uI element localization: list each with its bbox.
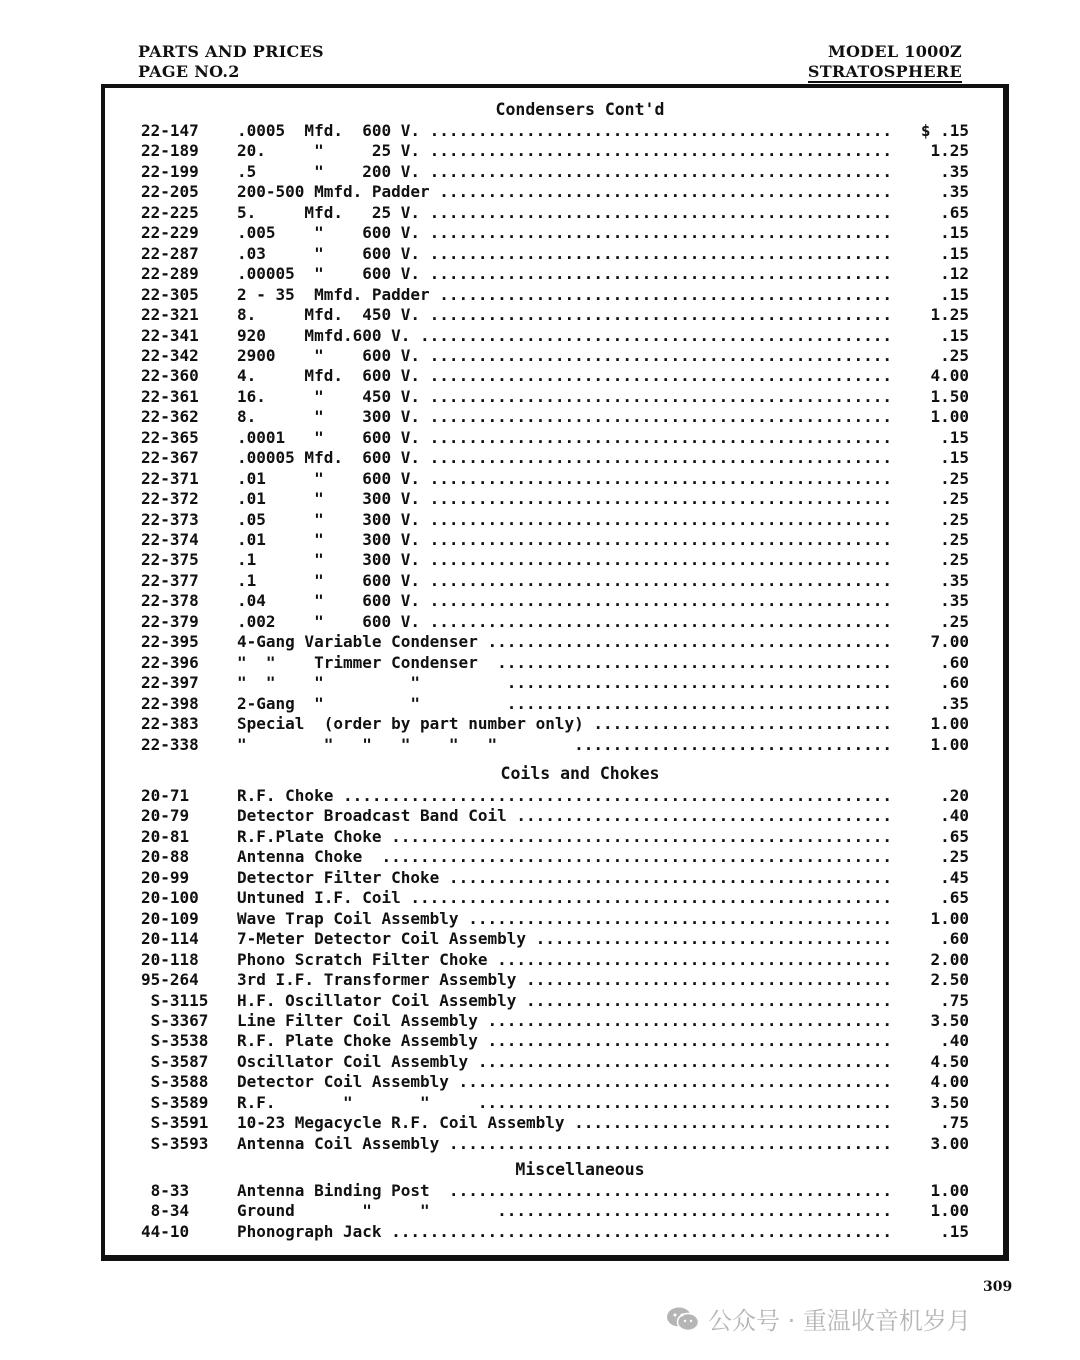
table-row (105, 326, 1003, 346)
price: 3.50 (930, 1010, 969, 1030)
price: .60 (940, 673, 969, 693)
description: R.F. Plate Choke Assembly ..... (237, 1031, 893, 1051)
price: .60 (940, 652, 969, 672)
table-row (105, 929, 1003, 949)
price: .65 (940, 202, 969, 222)
description: 4-Gang Variable Condenser ..... (237, 632, 893, 652)
table-row (105, 847, 1003, 867)
description: 16. " 450 V. ..... (237, 387, 893, 407)
table-row (105, 1201, 1003, 1221)
price: 1.00 (930, 734, 969, 754)
header-model-name: STRATOSPHERE (807, 62, 962, 81)
table-row (105, 1222, 1003, 1242)
description: H.F. Oscillator Coil Assembly ..... (237, 991, 893, 1011)
price: 1.50 (930, 386, 969, 406)
part-number: 22-396 (141, 652, 199, 672)
header-left (138, 42, 324, 82)
part-number: 22-289 (141, 264, 199, 284)
part-number: 22-225 (141, 202, 199, 222)
description: 3rd I.F. Transformer Assembly ..... (237, 970, 893, 990)
header-model: MODEL 1000Z (827, 42, 962, 61)
price: 2.00 (930, 949, 969, 969)
price: .35 (940, 182, 969, 202)
part-number: 20-81 (141, 826, 190, 846)
header-page-no: PAGE NO.2 (138, 62, 240, 81)
description: R.F.Plate Choke ..... (237, 827, 893, 847)
description: " " " " ..... (237, 673, 893, 693)
part-number: 22-360 (141, 366, 199, 386)
description: .002 " 600 V. ..... (237, 612, 893, 632)
description: .05 " 300 V. ..... (237, 510, 893, 530)
part-number: 22-378 (141, 591, 199, 611)
description: 920 Mmfd.600 V. ..... (237, 326, 893, 346)
price: $ .15 (920, 121, 969, 140)
part-number: 22-371 (141, 468, 199, 488)
part-number: S-3589 (141, 1092, 209, 1112)
header-title: PARTS AND PRICES (138, 42, 324, 61)
part-number: 22-189 (141, 141, 199, 161)
price: .75 (940, 990, 969, 1010)
table-row (105, 366, 1003, 386)
table-row (105, 448, 1003, 468)
description: .1 " 600 V. ..... (237, 571, 893, 591)
table-row (105, 909, 1003, 929)
table-row (105, 264, 1003, 284)
description: Detector Coil Assembly ..... (237, 1072, 893, 1092)
table-row (105, 632, 1003, 652)
table-row (105, 285, 1003, 305)
table-row (105, 305, 1003, 325)
table-row (105, 1181, 1003, 1201)
table-row (105, 1134, 1003, 1154)
price: .35 (940, 693, 969, 713)
watermark-text: 公众号 · 重温收音机岁月 (708, 1307, 971, 1335)
table-row (105, 223, 1003, 243)
part-number: 22-372 (141, 489, 199, 509)
description: .0001 " 600 V. ..... (237, 428, 893, 448)
part-number: 44-10 (141, 1221, 190, 1241)
part-number: 22-398 (141, 693, 199, 713)
description: .00005 Mfd. 600 V. ..... (237, 448, 893, 468)
price: .75 (940, 1113, 969, 1133)
price: .12 (940, 264, 969, 284)
part-number: S-3538 (141, 1031, 209, 1051)
price: .40 (940, 1031, 969, 1051)
description: Ground " " ..... (237, 1201, 893, 1221)
part-number: 22-375 (141, 550, 199, 570)
description: R.F. Choke ..... (237, 786, 893, 806)
table-row (105, 1093, 1003, 1113)
table-row (105, 1031, 1003, 1051)
description: 4. Mfd. 600 V. ..... (237, 366, 893, 386)
part-number: 22-395 (141, 632, 199, 652)
price: .15 (940, 448, 969, 468)
description: " " " " " " ..... (237, 735, 893, 755)
description: 2900 " 600 V. ..... (237, 346, 893, 366)
table-row (105, 694, 1003, 714)
price: .45 (940, 867, 969, 887)
price: .15 (940, 223, 969, 243)
description: .01 " 600 V. ..... (237, 469, 893, 489)
table-row (105, 806, 1003, 826)
price: 7.00 (930, 632, 969, 652)
section-title: Coils and Chokes (500, 764, 660, 783)
price: 3.50 (930, 1092, 969, 1112)
price: .25 (940, 509, 969, 529)
price: .15 (940, 427, 969, 447)
price: .65 (940, 888, 969, 908)
description: 20. " 25 V. ..... (237, 141, 893, 161)
parts-list-frame (101, 84, 1009, 1261)
price: 1.25 (930, 305, 969, 325)
description: 5. Mfd. 25 V. ..... (237, 203, 893, 223)
price: 4.00 (930, 1072, 969, 1092)
description: 200-500 Mmfd. Padder ..... (237, 182, 893, 202)
price: .25 (940, 530, 969, 549)
part-number: 22-383 (141, 714, 199, 734)
watermark (666, 1301, 971, 1336)
price: 1.00 (930, 1181, 969, 1200)
description: 7-Meter Detector Coil Assembly ..... (237, 929, 893, 949)
part-number: 22-379 (141, 611, 199, 631)
wechat-icon (666, 1306, 700, 1332)
part-number: 22-367 (141, 448, 199, 468)
part-number: 22-338 (141, 734, 199, 754)
table-row (105, 571, 1003, 591)
table-row (105, 1072, 1003, 1092)
price: 1.00 (930, 908, 969, 928)
part-number: 22-341 (141, 325, 199, 345)
table-row (105, 469, 1003, 489)
part-number: 22-287 (141, 243, 199, 263)
section-title: Miscellaneous (515, 1160, 645, 1179)
description: .00005 " 600 V. ..... (237, 264, 893, 284)
table-row (105, 950, 1003, 970)
section-title: Condensers Cont'd (495, 100, 665, 119)
price: .15 (940, 243, 969, 263)
description: Detector Broadcast Band Coil ..... (237, 806, 893, 826)
price: .25 (940, 847, 969, 867)
table-row (105, 991, 1003, 1011)
description: Phonograph Jack ..... (237, 1222, 893, 1242)
table-row (105, 428, 1003, 448)
price: .65 (940, 826, 969, 846)
part-number: 20-100 (141, 888, 199, 908)
table-row (105, 868, 1003, 888)
table-row (105, 673, 1003, 693)
price: .25 (940, 468, 969, 488)
price: .60 (940, 929, 969, 949)
price: 4.00 (930, 366, 969, 386)
table-row (105, 121, 1003, 141)
price: .15 (940, 325, 969, 345)
description: Special (order by part number only) ..... (237, 714, 893, 734)
price: 1.25 (930, 141, 969, 161)
table-row (105, 489, 1003, 509)
price: .35 (940, 591, 969, 611)
table-row (105, 530, 1003, 550)
part-number: S-3593 (141, 1133, 209, 1153)
part-number: 22-365 (141, 427, 199, 447)
part-number: S-3115 (141, 990, 209, 1010)
part-number: 22-373 (141, 509, 199, 529)
price: 4.50 (930, 1051, 969, 1071)
table-row (105, 346, 1003, 366)
part-number: 22-147 (141, 121, 199, 140)
table-row (105, 162, 1003, 182)
price: .25 (940, 489, 969, 509)
description: " " Trimmer Condenser ..... (237, 653, 893, 673)
part-number: 22-205 (141, 182, 199, 202)
table-row (105, 182, 1003, 202)
price: .20 (940, 786, 969, 805)
description: .01 " 300 V. ..... (237, 530, 893, 550)
table-row (105, 1052, 1003, 1072)
part-number: 22-374 (141, 530, 199, 549)
table-row (105, 827, 1003, 847)
part-number: 8-34 (141, 1201, 190, 1221)
description: .04 " 600 V. ..... (237, 591, 893, 611)
table-row (105, 141, 1003, 161)
description: Line Filter Coil Assembly ..... (237, 1011, 893, 1031)
price: .35 (940, 570, 969, 590)
description: Phono Scratch Filter Choke ..... (237, 950, 893, 970)
price: .35 (940, 161, 969, 181)
price: .15 (940, 284, 969, 304)
part-number: 22-342 (141, 345, 199, 365)
table-row (105, 612, 1003, 632)
table-row (105, 888, 1003, 908)
table-row (105, 407, 1003, 427)
price: 3.00 (930, 1133, 969, 1153)
part-number: 22-229 (141, 223, 199, 243)
part-number: 22-361 (141, 386, 199, 406)
description: Antenna Choke ..... (237, 847, 893, 867)
part-number: 20-118 (141, 949, 199, 969)
description: Antenna Coil Assembly ..... (237, 1134, 893, 1154)
description: Untuned I.F. Coil ..... (237, 888, 893, 908)
price: .25 (940, 550, 969, 570)
part-number: 22-305 (141, 284, 199, 304)
part-number: 22-321 (141, 305, 199, 325)
price: 1.00 (930, 407, 969, 427)
part-number: 22-377 (141, 570, 199, 590)
description: Wave Trap Coil Assembly ..... (237, 909, 893, 929)
price: .25 (940, 611, 969, 631)
part-number: 8-33 (141, 1181, 190, 1200)
description: Detector Filter Choke ..... (237, 868, 893, 888)
description: 8. Mfd. 450 V. ..... (237, 305, 893, 325)
table-row (105, 550, 1003, 570)
table-row (105, 510, 1003, 530)
part-number: 20-99 (141, 867, 190, 887)
table-row (105, 1113, 1003, 1133)
price: .40 (940, 806, 969, 826)
header-right (808, 42, 962, 82)
description: .0005 Mfd. 600 V. ..... (237, 121, 893, 141)
part-number: S-3367 (141, 1010, 209, 1030)
price: 2.50 (930, 970, 969, 990)
part-number: 22-199 (141, 161, 199, 181)
description: 2-Gang " " ..... (237, 694, 893, 714)
description: Antenna Binding Post ..... (237, 1181, 893, 1201)
table-row (105, 970, 1003, 990)
description: .5 " 200 V. ..... (237, 162, 893, 182)
price: .15 (940, 1221, 969, 1241)
part-number: 20-88 (141, 847, 190, 867)
table-row (105, 653, 1003, 673)
table-row (105, 786, 1003, 806)
part-number: 20-109 (141, 908, 199, 928)
description: 2 - 35 Mmfd. Padder ..... (237, 285, 893, 305)
part-number: S-3588 (141, 1072, 209, 1092)
description: 10-23 Megacycle R.F. Coil Assembly ..... (237, 1113, 893, 1133)
price: .25 (940, 345, 969, 365)
price: 1.00 (930, 1201, 969, 1221)
part-number: 95-264 (141, 970, 199, 990)
part-number: 22-362 (141, 407, 199, 427)
price: 1.00 (930, 714, 969, 734)
description: R.F. " " ..... (237, 1093, 893, 1113)
table-row (105, 591, 1003, 611)
description: .01 " 300 V. ..... (237, 489, 893, 509)
table-row (105, 387, 1003, 407)
part-number: S-3587 (141, 1051, 209, 1071)
description: .005 " 600 V. ..... (237, 223, 893, 243)
page-number: 309 (983, 1279, 1013, 1295)
table-row (105, 735, 1003, 755)
table-row (105, 203, 1003, 223)
part-number: 20-79 (141, 806, 190, 826)
description: 8. " 300 V. ..... (237, 407, 893, 427)
description: Oscillator Coil Assembly ..... (237, 1052, 893, 1072)
description: .1 " 300 V. ..... (237, 550, 893, 570)
table-row (105, 714, 1003, 734)
part-number: 22-397 (141, 673, 199, 693)
table-row (105, 1011, 1003, 1031)
table-row (105, 244, 1003, 264)
part-number: S-3591 (141, 1113, 209, 1133)
part-number: 20-114 (141, 929, 199, 949)
part-number: 20-71 (141, 786, 190, 805)
description: .03 " 600 V. ..... (237, 244, 893, 264)
